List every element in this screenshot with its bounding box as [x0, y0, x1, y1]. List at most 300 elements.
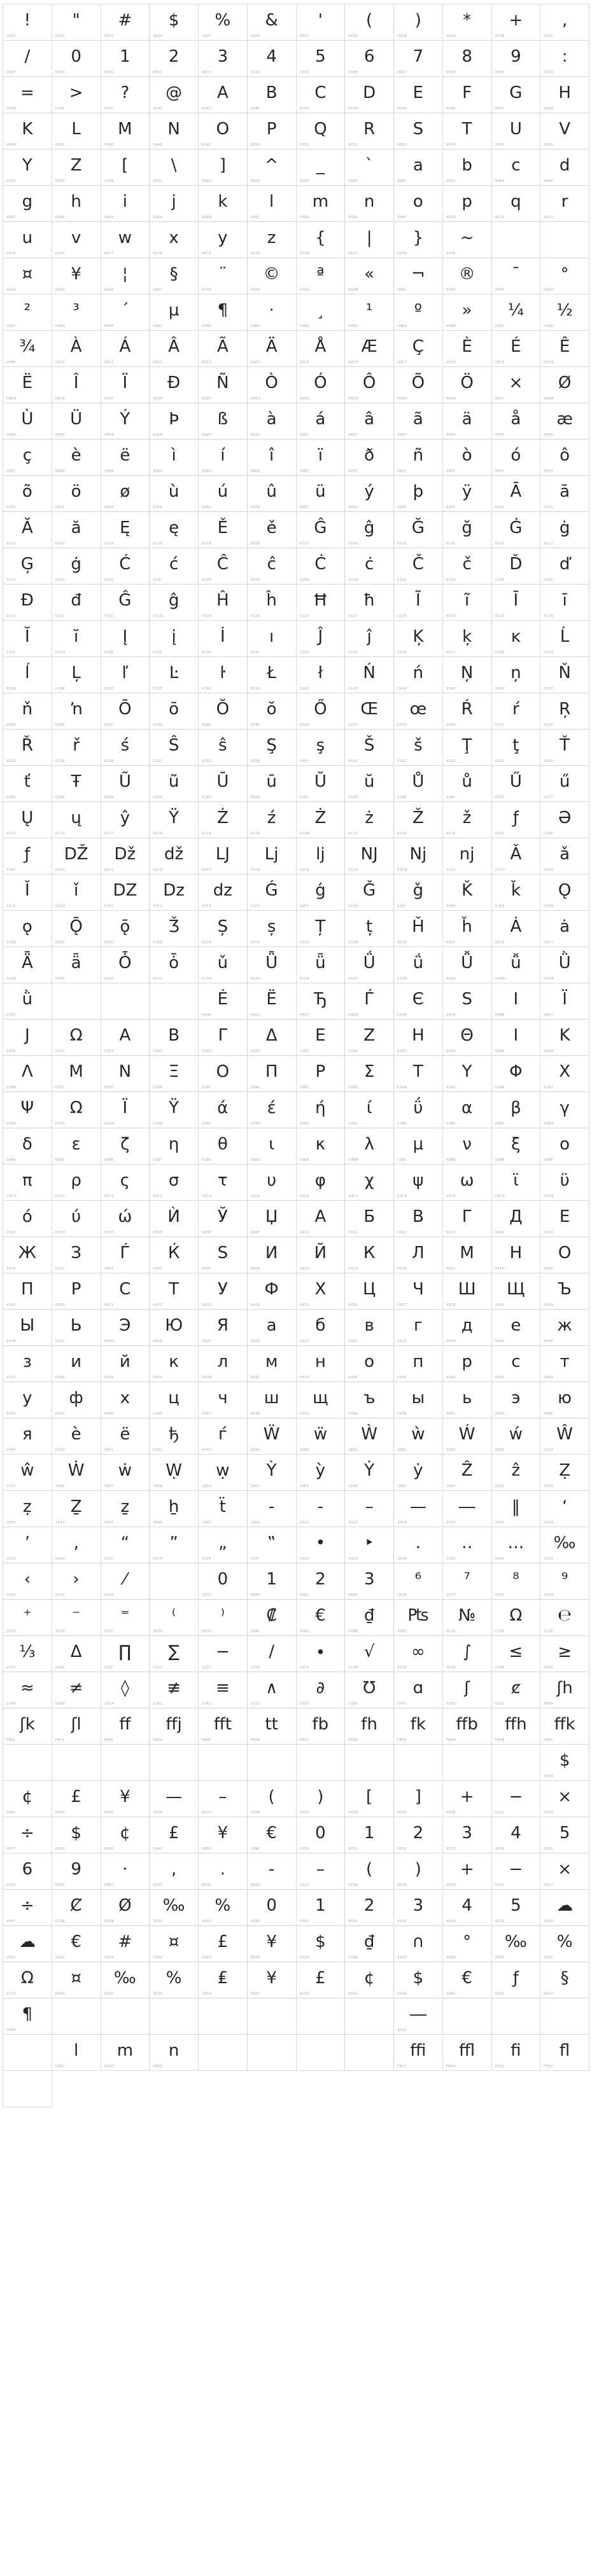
glyph-cell[interactable] [199, 802, 248, 838]
glyph-cell[interactable] [101, 1056, 150, 1092]
glyph-cell[interactable] [443, 1998, 492, 2035]
glyph-cell[interactable] [248, 440, 297, 476]
glyph-cell[interactable] [150, 838, 199, 875]
glyph-cell[interactable] [199, 1128, 248, 1165]
glyph-cell[interactable] [345, 947, 394, 983]
glyph-cell[interactable] [52, 2035, 101, 2071]
glyph-cell[interactable] [3, 41, 52, 77]
glyph-cell[interactable] [540, 1056, 589, 1092]
glyph-cell[interactable] [540, 730, 589, 766]
glyph-cell[interactable] [199, 911, 248, 947]
glyph-cell[interactable] [345, 77, 394, 113]
glyph-cell[interactable] [540, 2035, 589, 2071]
glyph-cell[interactable] [492, 1165, 541, 1201]
glyph-cell[interactable] [248, 403, 297, 440]
glyph-cell[interactable] [345, 548, 394, 585]
glyph-cell[interactable] [150, 983, 199, 1020]
glyph-cell[interactable] [52, 1527, 101, 1563]
glyph-cell[interactable] [101, 766, 150, 802]
glyph-cell[interactable] [52, 258, 101, 294]
glyph-cell[interactable] [443, 1273, 492, 1310]
glyph-cell[interactable] [443, 911, 492, 947]
glyph-cell[interactable] [101, 1128, 150, 1165]
glyph-cell[interactable] [297, 367, 346, 403]
glyph-cell[interactable] [199, 2035, 248, 2071]
glyph-cell[interactable] [540, 113, 589, 149]
glyph-cell[interactable] [101, 41, 150, 77]
glyph-cell[interactable] [297, 1056, 346, 1092]
glyph-cell[interactable] [150, 77, 199, 113]
glyph-cell[interactable] [394, 2035, 443, 2071]
glyph-cell[interactable] [297, 1020, 346, 1056]
glyph-cell[interactable] [101, 1020, 150, 1056]
glyph-cell[interactable] [443, 367, 492, 403]
glyph-cell[interactable] [199, 1672, 248, 1708]
glyph-cell[interactable] [297, 585, 346, 621]
glyph-cell[interactable] [297, 766, 346, 802]
glyph-cell[interactable] [492, 1890, 541, 1926]
glyph-cell[interactable] [248, 1020, 297, 1056]
glyph-cell[interactable] [199, 1781, 248, 1817]
glyph-cell[interactable] [199, 1237, 248, 1273]
glyph-cell[interactable] [345, 1962, 394, 1998]
glyph-cell[interactable] [52, 1237, 101, 1273]
glyph-cell[interactable] [394, 657, 443, 693]
glyph-cell[interactable] [248, 693, 297, 730]
glyph-cell[interactable] [297, 1382, 346, 1418]
glyph-cell[interactable] [248, 258, 297, 294]
glyph-cell[interactable] [52, 1201, 101, 1237]
glyph-cell[interactable] [199, 331, 248, 367]
glyph-cell[interactable] [150, 1817, 199, 1853]
glyph-cell[interactable] [101, 875, 150, 911]
glyph-cell[interactable] [297, 113, 346, 149]
glyph-cell[interactable] [443, 331, 492, 367]
glyph-cell[interactable] [150, 1346, 199, 1382]
glyph-cell[interactable] [345, 149, 394, 186]
glyph-cell[interactable] [394, 440, 443, 476]
glyph-cell[interactable] [443, 1527, 492, 1563]
glyph-cell[interactable] [297, 1563, 346, 1600]
glyph-cell[interactable] [52, 1890, 101, 1926]
glyph-cell[interactable] [345, 41, 394, 77]
glyph-cell[interactable] [101, 693, 150, 730]
glyph-cell[interactable] [52, 294, 101, 331]
glyph-cell[interactable] [492, 802, 541, 838]
glyph-cell[interactable] [297, 149, 346, 186]
glyph-cell[interactable] [540, 512, 589, 548]
glyph-cell[interactable] [297, 1672, 346, 1708]
glyph-cell[interactable] [199, 1418, 248, 1455]
glyph-cell[interactable] [394, 1998, 443, 2035]
glyph-cell[interactable] [150, 548, 199, 585]
glyph-cell[interactable] [101, 1672, 150, 1708]
glyph-cell[interactable] [443, 186, 492, 222]
glyph-cell[interactable] [394, 621, 443, 657]
glyph-cell[interactable] [199, 403, 248, 440]
glyph-cell[interactable] [540, 186, 589, 222]
glyph-cell[interactable] [297, 1890, 346, 1926]
glyph-cell[interactable] [345, 1310, 394, 1346]
glyph-cell[interactable] [248, 730, 297, 766]
glyph-cell[interactable] [297, 186, 346, 222]
glyph-cell[interactable] [345, 1418, 394, 1455]
glyph-cell[interactable] [492, 1817, 541, 1853]
glyph-cell[interactable] [248, 2035, 297, 2071]
glyph-cell[interactable] [540, 1527, 589, 1563]
glyph-cell[interactable] [3, 186, 52, 222]
glyph-cell[interactable] [3, 258, 52, 294]
glyph-cell[interactable] [443, 1056, 492, 1092]
glyph-cell[interactable] [540, 1273, 589, 1310]
glyph-cell[interactable] [101, 1455, 150, 1491]
glyph-cell[interactable] [52, 766, 101, 802]
glyph-cell[interactable] [443, 512, 492, 548]
glyph-cell[interactable] [199, 149, 248, 186]
glyph-cell[interactable] [150, 1853, 199, 1890]
glyph-cell[interactable] [150, 1020, 199, 1056]
glyph-cell[interactable] [443, 1455, 492, 1491]
glyph-cell[interactable] [199, 1817, 248, 1853]
glyph-cell[interactable] [52, 730, 101, 766]
glyph-cell[interactable] [540, 1926, 589, 1962]
glyph-cell[interactable] [492, 186, 541, 222]
glyph-cell[interactable] [492, 149, 541, 186]
glyph-cell[interactable] [492, 1092, 541, 1128]
glyph-cell[interactable] [248, 1817, 297, 1853]
glyph-cell[interactable] [101, 77, 150, 113]
glyph-cell[interactable] [394, 1201, 443, 1237]
glyph-cell[interactable] [248, 838, 297, 875]
glyph-cell[interactable] [3, 1853, 52, 1890]
glyph-cell[interactable] [101, 440, 150, 476]
glyph-cell[interactable] [150, 222, 199, 258]
glyph-cell[interactable] [345, 983, 394, 1020]
glyph-cell[interactable] [540, 1745, 589, 1781]
glyph-cell[interactable] [443, 4, 492, 41]
glyph-cell[interactable] [199, 1382, 248, 1418]
glyph-cell[interactable] [101, 367, 150, 403]
glyph-cell[interactable] [199, 41, 248, 77]
glyph-cell[interactable] [443, 947, 492, 983]
glyph-cell[interactable] [199, 1455, 248, 1491]
glyph-cell[interactable] [540, 1418, 589, 1455]
glyph-cell[interactable] [394, 41, 443, 77]
glyph-cell[interactable] [248, 4, 297, 41]
glyph-cell[interactable] [492, 1310, 541, 1346]
glyph-cell[interactable] [150, 1201, 199, 1237]
glyph-cell[interactable] [540, 1708, 589, 1745]
glyph-cell[interactable] [150, 1926, 199, 1962]
glyph-cell[interactable] [101, 1890, 150, 1926]
glyph-cell[interactable] [199, 1745, 248, 1781]
glyph-cell[interactable] [297, 512, 346, 548]
glyph-cell[interactable] [492, 1745, 541, 1781]
glyph-cell[interactable] [248, 1636, 297, 1672]
glyph-cell[interactable] [150, 403, 199, 440]
glyph-cell[interactable] [150, 476, 199, 512]
glyph-cell[interactable] [540, 1563, 589, 1600]
glyph-cell[interactable] [199, 693, 248, 730]
glyph-cell[interactable] [345, 440, 394, 476]
glyph-cell[interactable] [150, 621, 199, 657]
glyph-cell[interactable] [540, 258, 589, 294]
glyph-cell[interactable] [3, 1128, 52, 1165]
glyph-cell[interactable] [150, 4, 199, 41]
glyph-cell[interactable] [150, 1092, 199, 1128]
glyph-cell[interactable] [3, 657, 52, 693]
glyph-cell[interactable] [394, 1926, 443, 1962]
glyph-cell[interactable] [394, 4, 443, 41]
glyph-cell[interactable] [540, 476, 589, 512]
glyph-cell[interactable] [394, 113, 443, 149]
glyph-cell[interactable] [492, 1020, 541, 1056]
glyph-cell[interactable] [492, 1237, 541, 1273]
glyph-cell[interactable] [3, 1092, 52, 1128]
glyph-cell[interactable] [394, 1672, 443, 1708]
glyph-cell[interactable] [248, 1201, 297, 1237]
glyph-cell[interactable] [443, 1491, 492, 1527]
glyph-cell[interactable] [248, 113, 297, 149]
glyph-cell[interactable] [297, 77, 346, 113]
glyph-cell[interactable] [101, 1491, 150, 1527]
glyph-cell[interactable] [443, 1092, 492, 1128]
glyph-cell[interactable] [443, 1201, 492, 1237]
glyph-cell[interactable] [52, 331, 101, 367]
glyph-cell[interactable] [297, 730, 346, 766]
glyph-cell[interactable] [3, 1382, 52, 1418]
glyph-cell[interactable] [297, 222, 346, 258]
glyph-cell[interactable] [52, 1020, 101, 1056]
glyph-cell[interactable] [150, 331, 199, 367]
glyph-cell[interactable] [394, 730, 443, 766]
glyph-cell[interactable] [199, 1201, 248, 1237]
glyph-cell[interactable] [248, 1491, 297, 1527]
glyph-cell[interactable] [443, 77, 492, 113]
glyph-cell[interactable] [150, 1382, 199, 1418]
glyph-cell[interactable] [52, 367, 101, 403]
glyph-cell[interactable] [297, 258, 346, 294]
glyph-cell[interactable] [443, 1020, 492, 1056]
glyph-cell[interactable] [492, 440, 541, 476]
glyph-cell[interactable] [3, 1962, 52, 1998]
glyph-cell[interactable] [248, 947, 297, 983]
glyph-cell[interactable] [492, 1600, 541, 1636]
glyph-cell[interactable] [297, 1817, 346, 1853]
glyph-cell[interactable] [52, 1418, 101, 1455]
glyph-cell[interactable] [345, 1600, 394, 1636]
glyph-cell[interactable] [297, 875, 346, 911]
glyph-cell[interactable] [101, 113, 150, 149]
glyph-cell[interactable] [248, 1745, 297, 1781]
glyph-cell[interactable] [443, 838, 492, 875]
glyph-cell[interactable] [3, 730, 52, 766]
glyph-cell[interactable] [345, 367, 394, 403]
glyph-cell[interactable] [394, 1563, 443, 1600]
glyph-cell[interactable] [3, 294, 52, 331]
glyph-cell[interactable] [492, 1708, 541, 1745]
glyph-cell[interactable] [101, 548, 150, 585]
glyph-cell[interactable] [101, 403, 150, 440]
glyph-cell[interactable] [394, 911, 443, 947]
glyph-cell[interactable] [3, 1926, 52, 1962]
glyph-cell[interactable] [199, 983, 248, 1020]
glyph-cell[interactable] [52, 222, 101, 258]
glyph-cell[interactable] [345, 1817, 394, 1853]
glyph-cell[interactable] [394, 1237, 443, 1273]
glyph-cell[interactable] [101, 331, 150, 367]
glyph-cell[interactable] [3, 1273, 52, 1310]
glyph-cell[interactable] [248, 294, 297, 331]
glyph-cell[interactable] [443, 1853, 492, 1890]
glyph-cell[interactable] [150, 911, 199, 947]
glyph-cell[interactable] [492, 947, 541, 983]
glyph-cell[interactable] [492, 512, 541, 548]
glyph-cell[interactable] [492, 1201, 541, 1237]
glyph-cell[interactable] [297, 4, 346, 41]
glyph-cell[interactable] [101, 1853, 150, 1890]
glyph-cell[interactable] [492, 548, 541, 585]
glyph-cell[interactable] [297, 1165, 346, 1201]
glyph-cell[interactable] [199, 1563, 248, 1600]
glyph-cell[interactable] [150, 1672, 199, 1708]
glyph-cell[interactable] [248, 222, 297, 258]
glyph-cell[interactable] [443, 1237, 492, 1273]
glyph-cell[interactable] [345, 331, 394, 367]
glyph-cell[interactable] [248, 802, 297, 838]
glyph-cell[interactable] [52, 186, 101, 222]
glyph-cell[interactable] [492, 77, 541, 113]
glyph-cell[interactable] [540, 1890, 589, 1926]
glyph-cell[interactable] [52, 403, 101, 440]
glyph-cell[interactable] [3, 1491, 52, 1527]
glyph-cell[interactable] [101, 294, 150, 331]
glyph-cell[interactable] [52, 1092, 101, 1128]
glyph-cell[interactable] [150, 766, 199, 802]
glyph-cell[interactable] [345, 838, 394, 875]
glyph-cell[interactable] [52, 693, 101, 730]
glyph-cell[interactable] [199, 1962, 248, 1998]
glyph-cell[interactable] [297, 1273, 346, 1310]
glyph-cell[interactable] [394, 1418, 443, 1455]
glyph-cell[interactable] [492, 1853, 541, 1890]
glyph-cell[interactable] [199, 1092, 248, 1128]
glyph-cell[interactable] [150, 1527, 199, 1563]
glyph-cell[interactable] [101, 1310, 150, 1346]
glyph-cell[interactable] [540, 983, 589, 1020]
glyph-cell[interactable] [150, 693, 199, 730]
glyph-cell[interactable] [101, 1563, 150, 1600]
glyph-cell[interactable] [492, 838, 541, 875]
glyph-cell[interactable] [3, 440, 52, 476]
glyph-cell[interactable] [540, 1455, 589, 1491]
glyph-cell[interactable] [52, 947, 101, 983]
glyph-cell[interactable] [150, 1310, 199, 1346]
glyph-cell[interactable] [101, 1708, 150, 1745]
glyph-cell[interactable] [345, 476, 394, 512]
glyph-cell[interactable] [3, 875, 52, 911]
glyph-cell[interactable] [345, 1346, 394, 1382]
glyph-cell[interactable] [52, 1998, 101, 2035]
glyph-cell[interactable] [101, 4, 150, 41]
glyph-cell[interactable] [3, 1672, 52, 1708]
glyph-cell[interactable] [248, 1056, 297, 1092]
glyph-cell[interactable] [199, 548, 248, 585]
glyph-cell[interactable] [492, 983, 541, 1020]
glyph-cell[interactable] [540, 1853, 589, 1890]
glyph-cell[interactable] [492, 1056, 541, 1092]
glyph-cell[interactable] [3, 911, 52, 947]
glyph-cell[interactable] [101, 1781, 150, 1817]
glyph-cell[interactable] [101, 585, 150, 621]
glyph-cell[interactable] [150, 186, 199, 222]
glyph-cell[interactable] [199, 1926, 248, 1962]
glyph-cell[interactable] [345, 4, 394, 41]
glyph-cell[interactable] [3, 1310, 52, 1346]
glyph-cell[interactable] [394, 1962, 443, 1998]
glyph-cell[interactable] [345, 802, 394, 838]
glyph-cell[interactable] [52, 1600, 101, 1636]
glyph-cell[interactable] [394, 512, 443, 548]
glyph-cell[interactable] [394, 222, 443, 258]
glyph-cell[interactable] [394, 258, 443, 294]
glyph-cell[interactable] [150, 440, 199, 476]
glyph-cell[interactable] [52, 1708, 101, 1745]
glyph-cell[interactable] [150, 1418, 199, 1455]
glyph-cell[interactable] [443, 41, 492, 77]
glyph-cell[interactable] [3, 1527, 52, 1563]
glyph-cell[interactable] [150, 41, 199, 77]
glyph-cell[interactable] [394, 1708, 443, 1745]
glyph-cell[interactable] [101, 1273, 150, 1310]
glyph-cell[interactable] [3, 1455, 52, 1491]
glyph-cell[interactable] [150, 1600, 199, 1636]
glyph-cell[interactable] [394, 367, 443, 403]
glyph-cell[interactable] [150, 258, 199, 294]
glyph-cell[interactable] [492, 222, 541, 258]
glyph-cell[interactable] [3, 476, 52, 512]
glyph-cell[interactable] [540, 1600, 589, 1636]
glyph-cell[interactable] [394, 149, 443, 186]
glyph-cell[interactable] [492, 476, 541, 512]
glyph-cell[interactable] [492, 621, 541, 657]
glyph-cell[interactable] [199, 222, 248, 258]
glyph-cell[interactable] [443, 1926, 492, 1962]
glyph-cell[interactable] [492, 911, 541, 947]
glyph-cell[interactable] [248, 1998, 297, 2035]
glyph-cell[interactable] [297, 657, 346, 693]
glyph-cell[interactable] [540, 766, 589, 802]
glyph-cell[interactable] [150, 1636, 199, 1672]
glyph-cell[interactable] [248, 1128, 297, 1165]
glyph-cell[interactable] [297, 1708, 346, 1745]
glyph-cell[interactable] [248, 1672, 297, 1708]
glyph-cell[interactable] [345, 1708, 394, 1745]
glyph-cell[interactable] [297, 1745, 346, 1781]
glyph-cell[interactable] [443, 983, 492, 1020]
glyph-cell[interactable] [248, 621, 297, 657]
glyph-cell[interactable] [150, 1708, 199, 1745]
glyph-cell[interactable] [199, 440, 248, 476]
glyph-cell[interactable] [443, 1962, 492, 1998]
glyph-cell[interactable] [101, 1527, 150, 1563]
glyph-cell[interactable] [492, 1998, 541, 2035]
glyph-cell[interactable] [492, 730, 541, 766]
glyph-cell[interactable] [3, 1817, 52, 1853]
glyph-cell[interactable] [150, 730, 199, 766]
glyph-cell[interactable] [345, 258, 394, 294]
glyph-cell[interactable] [297, 1527, 346, 1563]
